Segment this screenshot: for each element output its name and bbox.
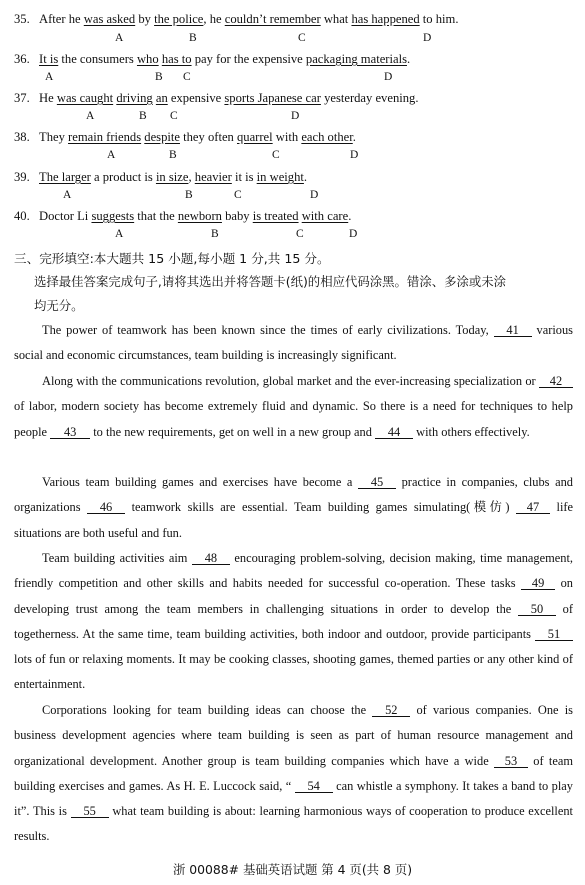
passage-paragraph-3: Various team building games and exercises have become a 45 practice in companies, clubs and organizations 46 teamwork skills are essential. Team building games simulating(模仿) 47 life situations are both useful and fun.: [14, 475, 574, 540]
option-a-text: remain friends: [68, 130, 142, 144]
question-number: 38.: [14, 130, 30, 144]
option-b-text: newborn: [177, 209, 222, 223]
option-d-text: with care: [301, 209, 349, 223]
passage-paragraph-2: Along with the communications revolution, global market and the ever-increasing specialization or 42 of labor, modern society has become extremely fluid and dynamic. So there is a need for techniques to help people 43 to the new requirements, get on well in a new group and 44 with others effectively.: [14, 374, 573, 439]
blank-45[interactable]: 45: [358, 476, 396, 489]
letter-d: D: [349, 228, 358, 240]
blank-50[interactable]: 50: [518, 603, 556, 616]
letter-a: A: [86, 110, 95, 122]
blank-48[interactable]: 48: [192, 552, 230, 565]
question-number: 37.: [14, 91, 30, 105]
option-a-text: was caught: [56, 91, 114, 105]
blank-51[interactable]: 51: [535, 628, 573, 641]
blank-49[interactable]: 49: [521, 577, 555, 590]
letter-a: A: [45, 71, 54, 83]
option-d-text: each other: [301, 130, 353, 144]
question-sentence: After he was asked by the police, he couldn’t remember what has happened to him.: [39, 12, 459, 26]
letter-a: A: [115, 32, 124, 44]
option-b-text: driving: [116, 91, 153, 105]
blank-53[interactable]: 53: [494, 755, 528, 768]
letter-b: B: [169, 149, 177, 161]
option-b-text: who: [136, 52, 159, 66]
section-instruction-continued: 均无分。: [34, 298, 84, 313]
option-c-text: heavier: [194, 170, 232, 184]
option-a-text: It is: [39, 52, 59, 66]
option-a-text: suggests: [91, 209, 135, 223]
letter-d: D: [350, 149, 359, 161]
letter-a: A: [63, 189, 72, 201]
question-sentence: It is the consumers who has to pay for the expensive packaging materials.: [39, 52, 411, 66]
option-b-text: despite: [144, 130, 180, 144]
option-c-text: quarrel: [236, 130, 273, 144]
letter-c: C: [170, 110, 178, 122]
option-d-text: has happened: [351, 12, 420, 26]
option-c-text: has to: [161, 52, 192, 66]
letter-a: A: [107, 149, 116, 161]
letter-b: B: [189, 32, 197, 44]
question-number: 36.: [14, 52, 30, 66]
option-b-text: the police: [154, 12, 204, 26]
passage-paragraph-1: The power of teamwork has been known since the times of early civilizations. Today, 41 various social and economic circumstances, team building is increasingly significant.: [14, 323, 574, 363]
letter-c: C: [298, 32, 306, 44]
option-a-text: was asked: [83, 12, 136, 26]
question-number: 39.: [14, 170, 30, 184]
question-sentence: Doctor Li suggests that the newborn baby is treated with care.: [39, 209, 352, 223]
letter-d: D: [310, 189, 319, 201]
blank-46[interactable]: 46: [87, 501, 125, 514]
letter-d: D: [384, 71, 393, 83]
letter-b: B: [185, 189, 193, 201]
letter-a: A: [115, 228, 124, 240]
option-b-text: in size: [155, 170, 189, 184]
blank-41[interactable]: 41: [494, 324, 532, 337]
question-sentence: He was caught driving an expensive sports Japanese car yesterday evening.: [39, 91, 419, 105]
option-c-text: couldn’t remember: [224, 12, 321, 26]
question-sentence: They remain friends despite they often quarrel with each other.: [39, 130, 356, 144]
option-c-text: an: [155, 91, 168, 105]
section-title: 三、完形填空:本大题共 15 小题,每小题 1 分,共 15 分。: [14, 251, 330, 266]
letter-c: C: [183, 71, 191, 83]
passage-paragraph-5: Corporations looking for team building ideas can choose the 52 of various companies. One is business development agencies where team building is seen as part of human resource management and organizational development. Another group is team building companies which have a wide 53 of team building exercises and games. As H. E. Luccock said, “ 54 can whistle a symphony. It takes a band to play it”. This is 55 what team building is about: learning harmonious ways of cooperation to produce excellent results.: [14, 703, 573, 844]
option-d-text: sports Japanese car: [224, 91, 321, 105]
blank-47[interactable]: 47: [516, 501, 550, 514]
letter-b: B: [155, 71, 163, 83]
question-number: 40.: [14, 209, 30, 223]
letter-c: C: [272, 149, 280, 161]
section-instruction: 选择最佳答案完成句子,请将其选出并将答题卡(纸)的相应代码涂黑。错涂、多涂或未涂: [34, 274, 507, 289]
option-c-text: is treated: [252, 209, 299, 223]
blank-43[interactable]: 43: [50, 426, 90, 439]
letter-d: D: [423, 32, 432, 44]
passage-paragraph-4: Team building activities aim 48 encouraging problem-solving, decision making, time management, friendly competition and other skills and habits needed for successful co-operation. These tasks 49 on developing trust among the team members in challenging situations in order to develop the 50 of togetherness. At the same time, team building activities, both indoor and outdoor, provide participants 51 lots of fun or relaxing moments. It may be cooking classes, shooting games, themed parties or any other kind of entertainment.: [14, 551, 574, 692]
letter-d: D: [291, 110, 300, 122]
option-d-text: in weight: [256, 170, 304, 184]
letter-c: C: [296, 228, 304, 240]
question-sentence: The larger a product is in size, heavier it is in weight.: [39, 170, 308, 184]
option-d-text: packaging materials: [305, 52, 407, 66]
blank-54[interactable]: 54: [295, 780, 333, 793]
letter-c: C: [234, 189, 242, 201]
page-footer: 浙 00088# 基础英语试题 第 4 页(共 8 页): [172, 862, 413, 877]
blank-55[interactable]: 55: [71, 805, 109, 818]
blank-52[interactable]: 52: [372, 704, 410, 717]
question-number: 35.: [14, 12, 30, 26]
blank-42[interactable]: 42: [539, 375, 573, 388]
letter-b: B: [211, 228, 219, 240]
blank-44[interactable]: 44: [375, 426, 413, 439]
option-a-text: The larger: [39, 170, 91, 184]
letter-b: B: [139, 110, 147, 122]
